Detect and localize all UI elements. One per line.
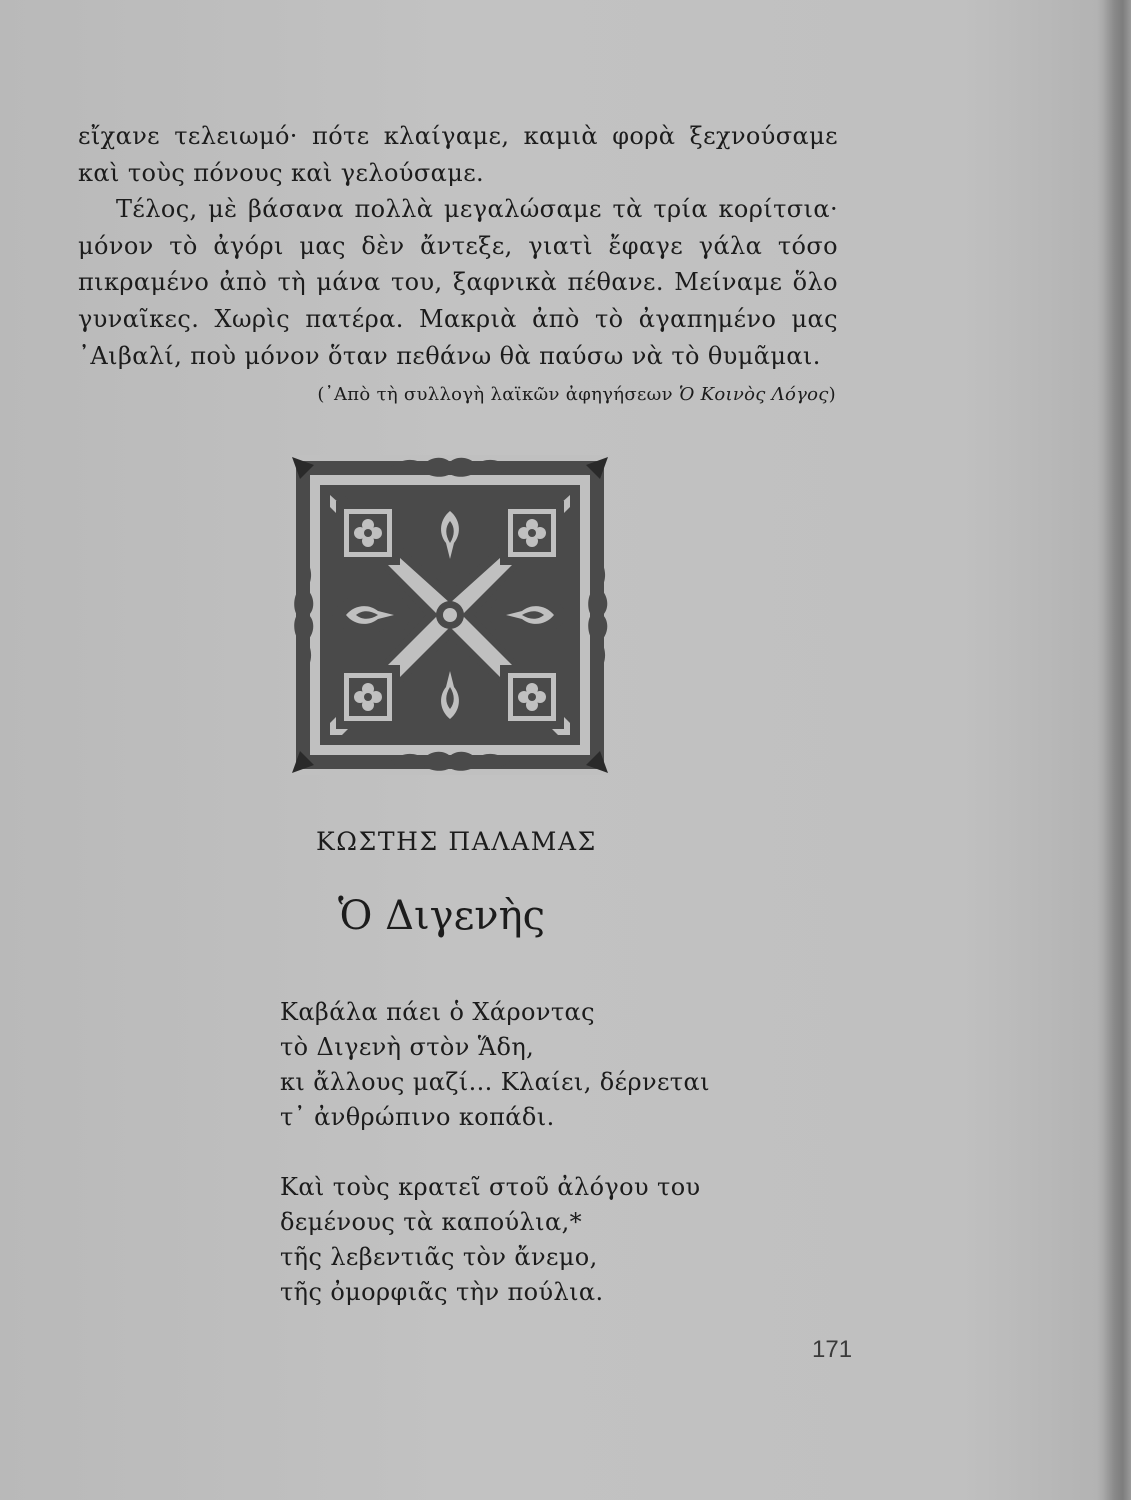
stanza-1 — [280, 995, 840, 1135]
ornamental-tile-icon — [290, 455, 610, 775]
poem-title: Ὁ Διγενὴς — [338, 893, 545, 939]
source-prefix: (᾿Απὸ τὴ συλλογὴ λαϊκῶν ἀφηγήσεων — [317, 384, 673, 405]
stanza-2 — [280, 1170, 840, 1310]
prose-block — [78, 118, 838, 374]
poem-line: τῆς λεβεντιᾶς τὸν ἄνεμο, — [280, 1243, 598, 1271]
prose-paragraph-1: εἴχανε τελειωμό· πότε κλαίγαμε, καμιὰ φορὰ ξεχνούσαμε καὶ τοὺς πόνους καὶ γελούσαμε. — [78, 122, 838, 187]
poem-body — [280, 995, 840, 1345]
book-spine-edge — [1103, 0, 1131, 1500]
source-citation — [296, 384, 836, 405]
author-name: ΚΩΣΤΗΣ ΠΑΛΑΜΑΣ — [316, 827, 597, 856]
prose-paragraph-2: Τέλος, μὲ βάσανα πολλὰ μεγαλώσαμε τὰ τρία κορίτσια· μόνον τὸ ἀγόρι μας δὲν ἄντεξε, γιατὶ ἔφαγε γάλα τόσο πικραμένο ἀπὸ τὴ μάνα του, ξαφνικὰ πέθανε. Μείναμε ὅλο γυναῖκες. Χωρὶς πατέρα. Μακριὰ ἀπὸ τὸ ἀγαπημένο μας ᾿Αιβαλί, ποὺ μόνον ὅταν πεθάνω θὰ παύσω νὰ τὸ θυμᾶμαι. — [78, 195, 838, 370]
poem-line: δεμένους τὰ καπούλια,* — [280, 1208, 583, 1236]
poem-line: κι ἄλλους μαζί... Κλαίει, δέρνεται — [280, 1068, 710, 1096]
poem-line: τῆς ὀμορφιᾶς τὴν πούλια. — [280, 1278, 604, 1306]
poem-line: Καὶ τοὺς κρατεῖ στοῦ ἀλόγου του — [280, 1173, 701, 1201]
page-number: 171 — [812, 1336, 853, 1363]
poem-line: Καβάλα πάει ὁ Χάροντας — [280, 998, 595, 1026]
source-work-title: Ὁ Κοινὸς Λόγος — [678, 384, 829, 405]
source-suffix: ) — [828, 384, 836, 405]
poem-line: τὸ Διγενὴ στὸν Ἅδη, — [280, 1033, 535, 1061]
poem-line: τ᾿ ἀνθρώπινο κοπάδι. — [280, 1103, 555, 1131]
